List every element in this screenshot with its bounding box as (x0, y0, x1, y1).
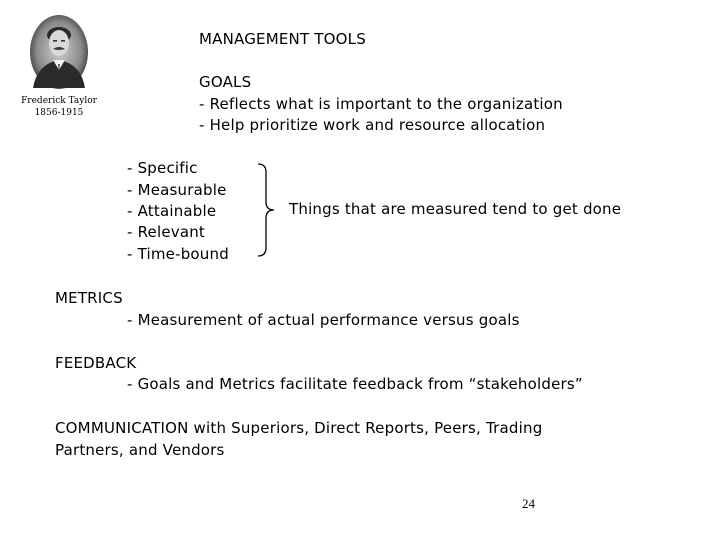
goals-heading: GOALS (199, 73, 252, 91)
communication-line-1: COMMUNICATION with Superiors, Direct Reports, Peers, Trading (55, 419, 543, 437)
feedback-bullet: - Goals and Metrics facilitate feedback from “stakeholders” (127, 375, 583, 393)
metrics-bullet: - Measurement of actual performance versus goals (127, 311, 520, 329)
bracket-note: Things that are measured tend to get done (289, 200, 622, 218)
smart-item-time-bound: - Time-bound (127, 245, 229, 263)
smart-item-relevant: - Relevant (127, 223, 206, 241)
metrics-heading: METRICS (55, 289, 123, 307)
slide-title: MANAGEMENT TOOLS (199, 30, 366, 48)
right-brace-icon (256, 162, 278, 258)
smart-item-attainable: - Attainable (127, 202, 217, 220)
feedback-heading: FEEDBACK (55, 354, 137, 372)
communication-line-2: Partners, and Vendors (55, 441, 225, 459)
smart-item-specific: - Specific (127, 159, 198, 177)
portrait-caption-name: Frederick Taylor (21, 96, 97, 106)
smart-item-measurable: - Measurable (127, 181, 227, 199)
frederick-taylor-portrait (29, 14, 89, 90)
page-number: 24 (522, 496, 535, 511)
goals-bullet-importance: - Reflects what is important to the organization (199, 95, 563, 113)
goals-bullet-prioritize: - Help prioritize work and resource allocation (199, 116, 546, 134)
portrait-caption-years: 1856-1915 (34, 108, 84, 118)
